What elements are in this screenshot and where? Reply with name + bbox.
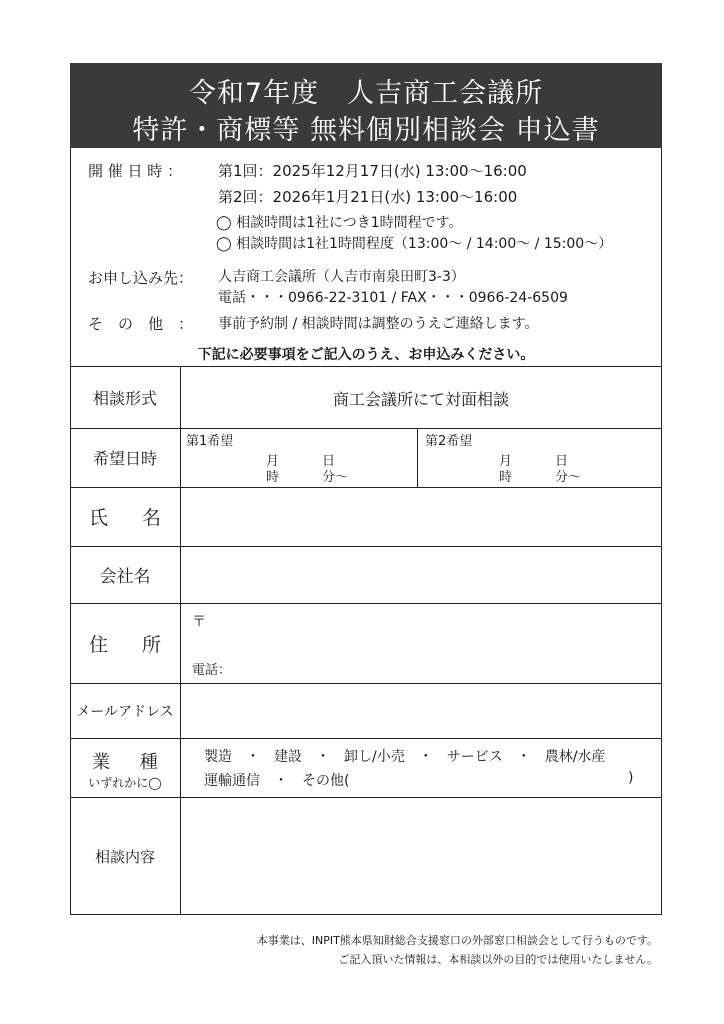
notice: 下記に必要事項をご記入のうえ、お申込みください。: [197, 347, 535, 363]
column-divider: [180, 366, 181, 915]
email-field[interactable]: [182, 685, 660, 736]
industry-label-cell: [70, 738, 180, 797]
note-1: ◯ 相談時間は1社につき1時間程です。: [216, 215, 463, 231]
format-label: 相談形式: [92, 388, 157, 408]
industry-label: 業 種: [92, 752, 170, 773]
preference-1-hour: 時: [266, 470, 280, 485]
preference-1-title: 第1希望: [186, 434, 234, 449]
preferred-date-label: 希望日時: [92, 449, 157, 468]
session-1: 第1回：2025年12月17日(水) 13:00〜16:00: [218, 162, 527, 180]
name-label: 氏 名: [88, 507, 176, 529]
content-label: 相談内容: [94, 847, 155, 866]
preference-2-month: 月: [499, 454, 513, 469]
company-field[interactable]: [182, 548, 660, 601]
preference-1-minute: 分〜: [322, 470, 349, 485]
contact-name: 人吉商工会議所（人吉市南泉田町3-3）: [218, 269, 465, 285]
address-field[interactable]: [182, 605, 660, 681]
preference-2-day: 日: [555, 454, 569, 469]
industry-hint: いずれかに◯: [88, 776, 162, 790]
contact-phone: 電話・・・0966-22-3101 / FAX・・・0966-24-6509: [218, 290, 568, 306]
column-divider: [417, 428, 418, 487]
content-field[interactable]: [182, 799, 660, 913]
preference-2-minute: 分〜: [555, 470, 582, 485]
footer-line-1: 本事業は、INPIT熊本県知財総合支援窓口の外部窓口相談会として行うものです。: [256, 934, 658, 947]
other-label: そ の 他 ：: [88, 315, 194, 333]
contact-label: お申し込み先：: [88, 269, 194, 287]
address-label: 住 所: [88, 633, 176, 656]
row-divider: [180, 428, 662, 429]
phone-label: 電話：: [192, 663, 232, 678]
note-2: ◯ 相談時間は1社1時間程度（13:00〜 / 14:00〜 / 15:00〜）: [216, 236, 613, 252]
format-value: 商工会議所にて対面相談: [332, 390, 509, 409]
session-2: 第2回：2026年1月21日(水) 13:00〜16:00: [218, 188, 518, 206]
industry-line-2: 運輸通信 ・ その他(: [204, 773, 350, 789]
preference-2-title: 第2希望: [425, 434, 473, 449]
preference-1-day: 日: [322, 454, 336, 469]
name-field[interactable]: [182, 489, 660, 544]
preference-2-hour: 時: [499, 470, 513, 485]
footer-line-2: ご記入頂いた情報は、本相談以外の目的では使用いたしません。: [338, 953, 658, 966]
preference-1-month: 月: [266, 454, 280, 469]
email-label: メールアドレス: [76, 703, 174, 720]
title-line-2: 特許・商標等 無料個別相談会 申込書: [132, 115, 600, 146]
title-banner: [70, 63, 662, 148]
industry-options[interactable]: [182, 740, 660, 795]
preference-1-field[interactable]: [182, 430, 415, 485]
company-label: 会社名: [99, 567, 151, 587]
postal-mark: 〒: [192, 614, 206, 630]
other-text: 事前予約制 / 相談時間は調整のうえご連絡します。: [218, 316, 539, 332]
application-form-table: [70, 366, 662, 915]
date-label: 開 催 日 時 ：: [88, 162, 183, 180]
preference-2-field[interactable]: [419, 430, 660, 485]
title-line-1: 令和7年度 人吉商工会議所: [188, 78, 544, 109]
industry-line-1: 製造 ・ 建設 ・ 卸し/小売 ・ サービス ・ 農林/水産: [204, 749, 606, 765]
industry-close: ): [628, 770, 634, 786]
